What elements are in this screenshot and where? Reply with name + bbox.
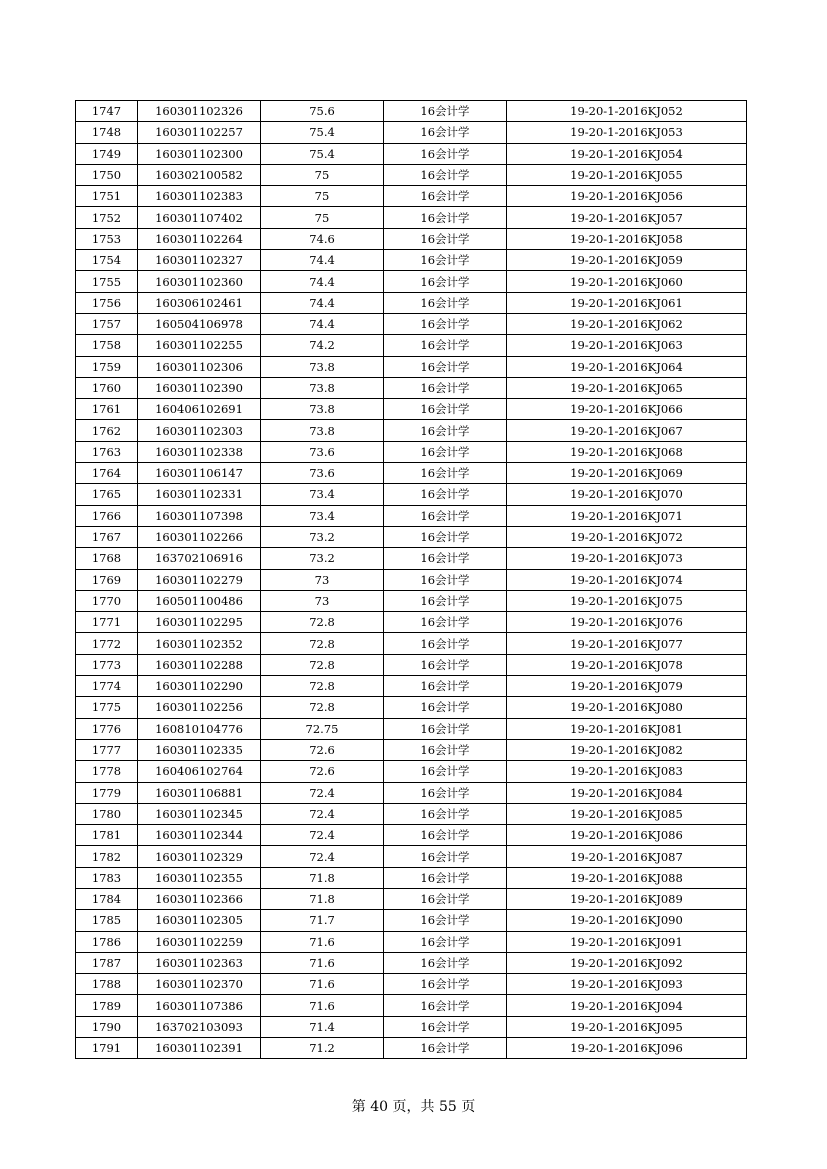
- table-row: [76, 271, 747, 292]
- record-code-cell: 19-20-1-2016KJ057: [507, 207, 747, 228]
- record-code-cell: 19-20-1-2016KJ082: [507, 739, 747, 760]
- table-row: [76, 739, 747, 760]
- record-code-cell: 19-20-1-2016KJ062: [507, 313, 747, 334]
- student-id-cell: 160301102331: [138, 484, 261, 505]
- student-id-cell: 160301102303: [138, 420, 261, 441]
- student-id-cell: 160301102256: [138, 697, 261, 718]
- class-cell: 16会计学: [384, 143, 507, 164]
- score-cell: 73.2: [261, 526, 384, 547]
- class-cell: 16会计学: [384, 505, 507, 526]
- class-cell: 16会计学: [384, 122, 507, 143]
- row-number-cell: 1751: [76, 186, 138, 207]
- record-code-cell: 19-20-1-2016KJ093: [507, 974, 747, 995]
- score-cell: 74.4: [261, 250, 384, 271]
- class-cell: 16会计学: [384, 377, 507, 398]
- score-cell: 74.4: [261, 271, 384, 292]
- record-code-cell: 19-20-1-2016KJ061: [507, 292, 747, 313]
- row-number-cell: 1777: [76, 739, 138, 760]
- row-number-cell: 1763: [76, 441, 138, 462]
- record-code-cell: 19-20-1-2016KJ090: [507, 910, 747, 931]
- class-cell: 16会计学: [384, 420, 507, 441]
- row-number-cell: 1750: [76, 164, 138, 185]
- row-number-cell: 1778: [76, 761, 138, 782]
- class-cell: 16会计学: [384, 186, 507, 207]
- row-number-cell: 1771: [76, 612, 138, 633]
- class-cell: 16会计学: [384, 548, 507, 569]
- student-id-cell: 160301102295: [138, 612, 261, 633]
- record-code-cell: 19-20-1-2016KJ096: [507, 1038, 747, 1059]
- class-cell: 16会计学: [384, 101, 507, 122]
- table-row: [76, 612, 747, 633]
- class-cell: 16会计学: [384, 164, 507, 185]
- record-code-cell: 19-20-1-2016KJ064: [507, 356, 747, 377]
- row-number-cell: 1783: [76, 867, 138, 888]
- record-code-cell: 19-20-1-2016KJ055: [507, 164, 747, 185]
- score-cell: 74.6: [261, 228, 384, 249]
- class-cell: 16会计学: [384, 697, 507, 718]
- student-id-cell: 160301102370: [138, 974, 261, 995]
- score-cell: 72.6: [261, 739, 384, 760]
- record-code-cell: 19-20-1-2016KJ053: [507, 122, 747, 143]
- row-number-cell: 1791: [76, 1038, 138, 1059]
- class-cell: 16会计学: [384, 888, 507, 909]
- student-id-cell: 160406102764: [138, 761, 261, 782]
- student-id-cell: 160301102390: [138, 377, 261, 398]
- student-id-cell: 160301102255: [138, 335, 261, 356]
- score-cell: 72.6: [261, 761, 384, 782]
- score-cell: 74.2: [261, 335, 384, 356]
- score-cell: 71.6: [261, 974, 384, 995]
- class-cell: 16会计学: [384, 313, 507, 334]
- table-row: [76, 1016, 747, 1037]
- table-row: [76, 207, 747, 228]
- table-row: [76, 910, 747, 931]
- table-row: [76, 335, 747, 356]
- record-code-cell: 19-20-1-2016KJ068: [507, 441, 747, 462]
- row-number-cell: 1788: [76, 974, 138, 995]
- student-id-cell: 160406102691: [138, 399, 261, 420]
- class-cell: 16会计学: [384, 1038, 507, 1059]
- row-number-cell: 1765: [76, 484, 138, 505]
- student-id-cell: 160301102391: [138, 1038, 261, 1059]
- table-row: [76, 590, 747, 611]
- table-row: [76, 697, 747, 718]
- student-id-cell: 160301102327: [138, 250, 261, 271]
- record-code-cell: 19-20-1-2016KJ078: [507, 654, 747, 675]
- row-number-cell: 1755: [76, 271, 138, 292]
- record-code-cell: 19-20-1-2016KJ071: [507, 505, 747, 526]
- table-row: [76, 399, 747, 420]
- record-code-cell: 19-20-1-2016KJ079: [507, 676, 747, 697]
- row-number-cell: 1775: [76, 697, 138, 718]
- record-code-cell: 19-20-1-2016KJ067: [507, 420, 747, 441]
- table-row: [76, 803, 747, 824]
- row-number-cell: 1776: [76, 718, 138, 739]
- table-row: [76, 313, 747, 334]
- table-row: [76, 846, 747, 867]
- row-number-cell: 1764: [76, 463, 138, 484]
- class-cell: 16会计学: [384, 739, 507, 760]
- record-code-cell: 19-20-1-2016KJ083: [507, 761, 747, 782]
- student-id-cell: 160301102345: [138, 803, 261, 824]
- student-id-cell: 160301102383: [138, 186, 261, 207]
- score-cell: 75: [261, 186, 384, 207]
- table-row: [76, 676, 747, 697]
- row-number-cell: 1753: [76, 228, 138, 249]
- class-cell: 16会计学: [384, 250, 507, 271]
- student-id-cell: 160302100582: [138, 164, 261, 185]
- row-number-cell: 1766: [76, 505, 138, 526]
- record-code-cell: 19-20-1-2016KJ095: [507, 1016, 747, 1037]
- score-cell: 73: [261, 569, 384, 590]
- record-code-cell: 19-20-1-2016KJ060: [507, 271, 747, 292]
- record-code-cell: 19-20-1-2016KJ094: [507, 995, 747, 1016]
- student-id-cell: 160301102360: [138, 271, 261, 292]
- score-cell: 73.8: [261, 399, 384, 420]
- student-id-cell: 160301102305: [138, 910, 261, 931]
- record-code-cell: 19-20-1-2016KJ081: [507, 718, 747, 739]
- student-id-cell: 160301102329: [138, 846, 261, 867]
- class-cell: 16会计学: [384, 952, 507, 973]
- table-row: [76, 761, 747, 782]
- table-row: [76, 1038, 747, 1059]
- footer-total-pages: 55: [438, 1099, 457, 1115]
- table-row: [76, 952, 747, 973]
- row-number-cell: 1754: [76, 250, 138, 271]
- student-id-cell: 160301102326: [138, 101, 261, 122]
- table-row: [76, 143, 747, 164]
- table-row: [76, 164, 747, 185]
- table-row: [76, 356, 747, 377]
- table-row: [76, 867, 747, 888]
- row-number-cell: 1769: [76, 569, 138, 590]
- row-number-cell: 1780: [76, 803, 138, 824]
- table-row: [76, 420, 747, 441]
- table-row: [76, 654, 747, 675]
- student-id-cell: 160301102344: [138, 825, 261, 846]
- student-id-cell: 160301102366: [138, 888, 261, 909]
- table-row: [76, 995, 747, 1016]
- row-number-cell: 1748: [76, 122, 138, 143]
- class-cell: 16会计学: [384, 569, 507, 590]
- score-cell: 75.6: [261, 101, 384, 122]
- footer-suffix: 页: [456, 1099, 476, 1115]
- class-cell: 16会计学: [384, 654, 507, 675]
- class-cell: 16会计学: [384, 399, 507, 420]
- student-id-cell: 160301107386: [138, 995, 261, 1016]
- score-cell: 73.8: [261, 420, 384, 441]
- record-code-cell: 19-20-1-2016KJ070: [507, 484, 747, 505]
- class-cell: 16会计学: [384, 228, 507, 249]
- score-cell: 72.8: [261, 654, 384, 675]
- class-cell: 16会计学: [384, 441, 507, 462]
- class-cell: 16会计学: [384, 207, 507, 228]
- student-id-cell: 160301102363: [138, 952, 261, 973]
- row-number-cell: 1770: [76, 590, 138, 611]
- record-code-cell: 19-20-1-2016KJ085: [507, 803, 747, 824]
- class-cell: 16会计学: [384, 1016, 507, 1037]
- student-id-cell: 160301102306: [138, 356, 261, 377]
- student-id-cell: 160301102290: [138, 676, 261, 697]
- record-code-cell: 19-20-1-2016KJ075: [507, 590, 747, 611]
- record-code-cell: 19-20-1-2016KJ086: [507, 825, 747, 846]
- score-cell: 73.8: [261, 377, 384, 398]
- row-number-cell: 1758: [76, 335, 138, 356]
- table-row: [76, 633, 747, 654]
- table-row: [76, 101, 747, 122]
- score-cell: 72.4: [261, 803, 384, 824]
- row-number-cell: 1785: [76, 910, 138, 931]
- row-number-cell: 1779: [76, 782, 138, 803]
- footer-middle: 页，共: [388, 1099, 439, 1115]
- record-code-cell: 19-20-1-2016KJ058: [507, 228, 747, 249]
- table-row: [76, 569, 747, 590]
- score-cell: 71.4: [261, 1016, 384, 1037]
- row-number-cell: 1762: [76, 420, 138, 441]
- score-cell: 72.8: [261, 697, 384, 718]
- score-table: [75, 100, 747, 1059]
- class-cell: 16会计学: [384, 526, 507, 547]
- class-cell: 16会计学: [384, 974, 507, 995]
- class-cell: 16会计学: [384, 825, 507, 846]
- class-cell: 16会计学: [384, 590, 507, 611]
- score-cell: 72.4: [261, 825, 384, 846]
- row-number-cell: 1781: [76, 825, 138, 846]
- class-cell: 16会计学: [384, 271, 507, 292]
- student-id-cell: 160301107398: [138, 505, 261, 526]
- class-cell: 16会计学: [384, 292, 507, 313]
- record-code-cell: 19-20-1-2016KJ066: [507, 399, 747, 420]
- student-id-cell: 160301102355: [138, 867, 261, 888]
- row-number-cell: 1774: [76, 676, 138, 697]
- student-id-cell: 163702106916: [138, 548, 261, 569]
- student-id-cell: 160301102266: [138, 526, 261, 547]
- student-id-cell: 160301102338: [138, 441, 261, 462]
- student-id-cell: 160810104776: [138, 718, 261, 739]
- record-code-cell: 19-20-1-2016KJ052: [507, 101, 747, 122]
- student-id-cell: 160301102264: [138, 228, 261, 249]
- score-cell: 74.4: [261, 292, 384, 313]
- score-cell: 73.8: [261, 356, 384, 377]
- score-table-body: [76, 101, 747, 1059]
- record-code-cell: 19-20-1-2016KJ056: [507, 186, 747, 207]
- class-cell: 16会计学: [384, 846, 507, 867]
- student-id-cell: 163702103093: [138, 1016, 261, 1037]
- score-cell: 75.4: [261, 122, 384, 143]
- score-cell: 71.2: [261, 1038, 384, 1059]
- table-row: [76, 377, 747, 398]
- table-row: [76, 292, 747, 313]
- record-code-cell: 19-20-1-2016KJ092: [507, 952, 747, 973]
- table-row: [76, 463, 747, 484]
- student-id-cell: 160301102335: [138, 739, 261, 760]
- score-cell: 71.6: [261, 995, 384, 1016]
- student-id-cell: 160301106881: [138, 782, 261, 803]
- class-cell: 16会计学: [384, 633, 507, 654]
- record-code-cell: 19-20-1-2016KJ054: [507, 143, 747, 164]
- class-cell: 16会计学: [384, 612, 507, 633]
- row-number-cell: 1773: [76, 654, 138, 675]
- class-cell: 16会计学: [384, 782, 507, 803]
- class-cell: 16会计学: [384, 463, 507, 484]
- class-cell: 16会计学: [384, 356, 507, 377]
- table-row: [76, 228, 747, 249]
- score-cell: 73.6: [261, 463, 384, 484]
- record-code-cell: 19-20-1-2016KJ076: [507, 612, 747, 633]
- student-id-cell: 160301102259: [138, 931, 261, 952]
- class-cell: 16会计学: [384, 335, 507, 356]
- score-cell: 71.8: [261, 867, 384, 888]
- score-cell: 73.2: [261, 548, 384, 569]
- row-number-cell: 1768: [76, 548, 138, 569]
- record-code-cell: 19-20-1-2016KJ091: [507, 931, 747, 952]
- row-number-cell: 1772: [76, 633, 138, 654]
- row-number-cell: 1789: [76, 995, 138, 1016]
- student-id-cell: 160301107402: [138, 207, 261, 228]
- class-cell: 16会计学: [384, 995, 507, 1016]
- record-code-cell: 19-20-1-2016KJ059: [507, 250, 747, 271]
- table-row: [76, 888, 747, 909]
- score-cell: 72.8: [261, 676, 384, 697]
- table-row: [76, 931, 747, 952]
- class-cell: 16会计学: [384, 484, 507, 505]
- table-row: [76, 186, 747, 207]
- page-footer: [0, 1098, 827, 1116]
- student-id-cell: 160501100486: [138, 590, 261, 611]
- student-id-cell: 160301102257: [138, 122, 261, 143]
- score-cell: 75: [261, 207, 384, 228]
- record-code-cell: 19-20-1-2016KJ089: [507, 888, 747, 909]
- class-cell: 16会计学: [384, 867, 507, 888]
- score-cell: 71.6: [261, 931, 384, 952]
- row-number-cell: 1749: [76, 143, 138, 164]
- table-row: [76, 718, 747, 739]
- student-id-cell: 160306102461: [138, 292, 261, 313]
- record-code-cell: 19-20-1-2016KJ074: [507, 569, 747, 590]
- record-code-cell: 19-20-1-2016KJ072: [507, 526, 747, 547]
- row-number-cell: 1786: [76, 931, 138, 952]
- student-id-cell: 160301102288: [138, 654, 261, 675]
- class-cell: 16会计学: [384, 803, 507, 824]
- student-id-cell: 160301102352: [138, 633, 261, 654]
- record-code-cell: 19-20-1-2016KJ088: [507, 867, 747, 888]
- row-number-cell: 1782: [76, 846, 138, 867]
- footer-current-page: 40: [370, 1099, 389, 1115]
- score-cell: 71.6: [261, 952, 384, 973]
- score-cell: 72.8: [261, 633, 384, 654]
- table-row: [76, 250, 747, 271]
- row-number-cell: 1759: [76, 356, 138, 377]
- score-cell: 73.6: [261, 441, 384, 462]
- class-cell: 16会计学: [384, 910, 507, 931]
- score-cell: 72.75: [261, 718, 384, 739]
- score-cell: 73: [261, 590, 384, 611]
- student-id-cell: 160301102279: [138, 569, 261, 590]
- score-cell: 72.8: [261, 612, 384, 633]
- score-cell: 71.8: [261, 888, 384, 909]
- student-id-cell: 160301102300: [138, 143, 261, 164]
- score-cell: 75: [261, 164, 384, 185]
- table-row: [76, 825, 747, 846]
- record-code-cell: 19-20-1-2016KJ069: [507, 463, 747, 484]
- row-number-cell: 1756: [76, 292, 138, 313]
- score-cell: 73.4: [261, 484, 384, 505]
- table-row: [76, 548, 747, 569]
- table-row: [76, 974, 747, 995]
- score-cell: 73.4: [261, 505, 384, 526]
- class-cell: 16会计学: [384, 676, 507, 697]
- score-cell: 74.4: [261, 313, 384, 334]
- score-cell: 72.4: [261, 782, 384, 803]
- table-row: [76, 122, 747, 143]
- record-code-cell: 19-20-1-2016KJ063: [507, 335, 747, 356]
- class-cell: 16会计学: [384, 761, 507, 782]
- row-number-cell: 1761: [76, 399, 138, 420]
- row-number-cell: 1760: [76, 377, 138, 398]
- student-id-cell: 160504106978: [138, 313, 261, 334]
- row-number-cell: 1790: [76, 1016, 138, 1037]
- table-row: [76, 505, 747, 526]
- row-number-cell: 1784: [76, 888, 138, 909]
- class-cell: 16会计学: [384, 718, 507, 739]
- table-row: [76, 441, 747, 462]
- record-code-cell: 19-20-1-2016KJ065: [507, 377, 747, 398]
- row-number-cell: 1757: [76, 313, 138, 334]
- score-cell: 72.4: [261, 846, 384, 867]
- student-id-cell: 160301106147: [138, 463, 261, 484]
- record-code-cell: 19-20-1-2016KJ077: [507, 633, 747, 654]
- row-number-cell: 1752: [76, 207, 138, 228]
- row-number-cell: 1767: [76, 526, 138, 547]
- score-cell: 75.4: [261, 143, 384, 164]
- record-code-cell: 19-20-1-2016KJ073: [507, 548, 747, 569]
- footer-prefix: 第: [351, 1099, 371, 1115]
- record-code-cell: 19-20-1-2016KJ084: [507, 782, 747, 803]
- class-cell: 16会计学: [384, 931, 507, 952]
- table-row: [76, 484, 747, 505]
- record-code-cell: 19-20-1-2016KJ087: [507, 846, 747, 867]
- score-cell: 71.7: [261, 910, 384, 931]
- table-row: [76, 782, 747, 803]
- table-row: [76, 526, 747, 547]
- row-number-cell: 1787: [76, 952, 138, 973]
- row-number-cell: 1747: [76, 101, 138, 122]
- record-code-cell: 19-20-1-2016KJ080: [507, 697, 747, 718]
